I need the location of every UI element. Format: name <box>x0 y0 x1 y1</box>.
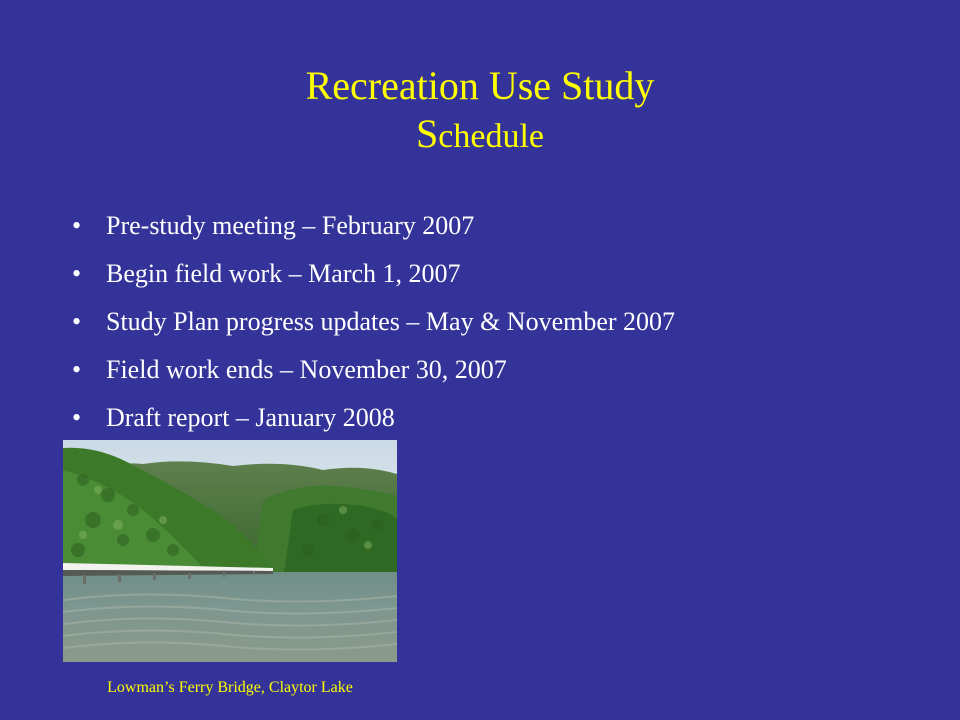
bullet-dot: • <box>72 403 82 432</box>
bullet-text: Pre-study meeting – February 2007 <box>106 211 475 240</box>
bullet-text: Study Plan progress updates – May & November 2007 <box>106 307 676 336</box>
title-line-1: Recreation Use Study <box>305 63 655 108</box>
bullet-dot: • <box>72 211 82 240</box>
bullet-item <box>72 346 675 394</box>
bullet-dot: • <box>72 355 82 384</box>
slide-title <box>0 62 960 161</box>
bullet-item <box>72 394 675 442</box>
title-line-2 <box>0 110 960 161</box>
bullet-dot: • <box>72 259 82 288</box>
title-line-2-rest: chedule <box>438 118 544 155</box>
photo-illustration <box>63 440 397 662</box>
lake-bridge-photo <box>63 440 397 662</box>
bullet-item <box>72 298 675 346</box>
photo-caption: Lowman’s Ferry Bridge, Claytor Lake <box>107 679 353 696</box>
bullet-list <box>72 202 675 442</box>
bullet-item <box>72 250 675 298</box>
bullet-item <box>72 202 675 250</box>
bullet-text: Draft report – January 2008 <box>106 403 395 432</box>
title-line-2-initial: S <box>416 111 439 156</box>
right-hill-foreground <box>283 504 397 580</box>
bullet-text: Begin field work – March 1, 2007 <box>106 259 461 288</box>
bullet-text: Field work ends – November 30, 2007 <box>106 355 507 384</box>
bullet-dot: • <box>72 307 82 336</box>
